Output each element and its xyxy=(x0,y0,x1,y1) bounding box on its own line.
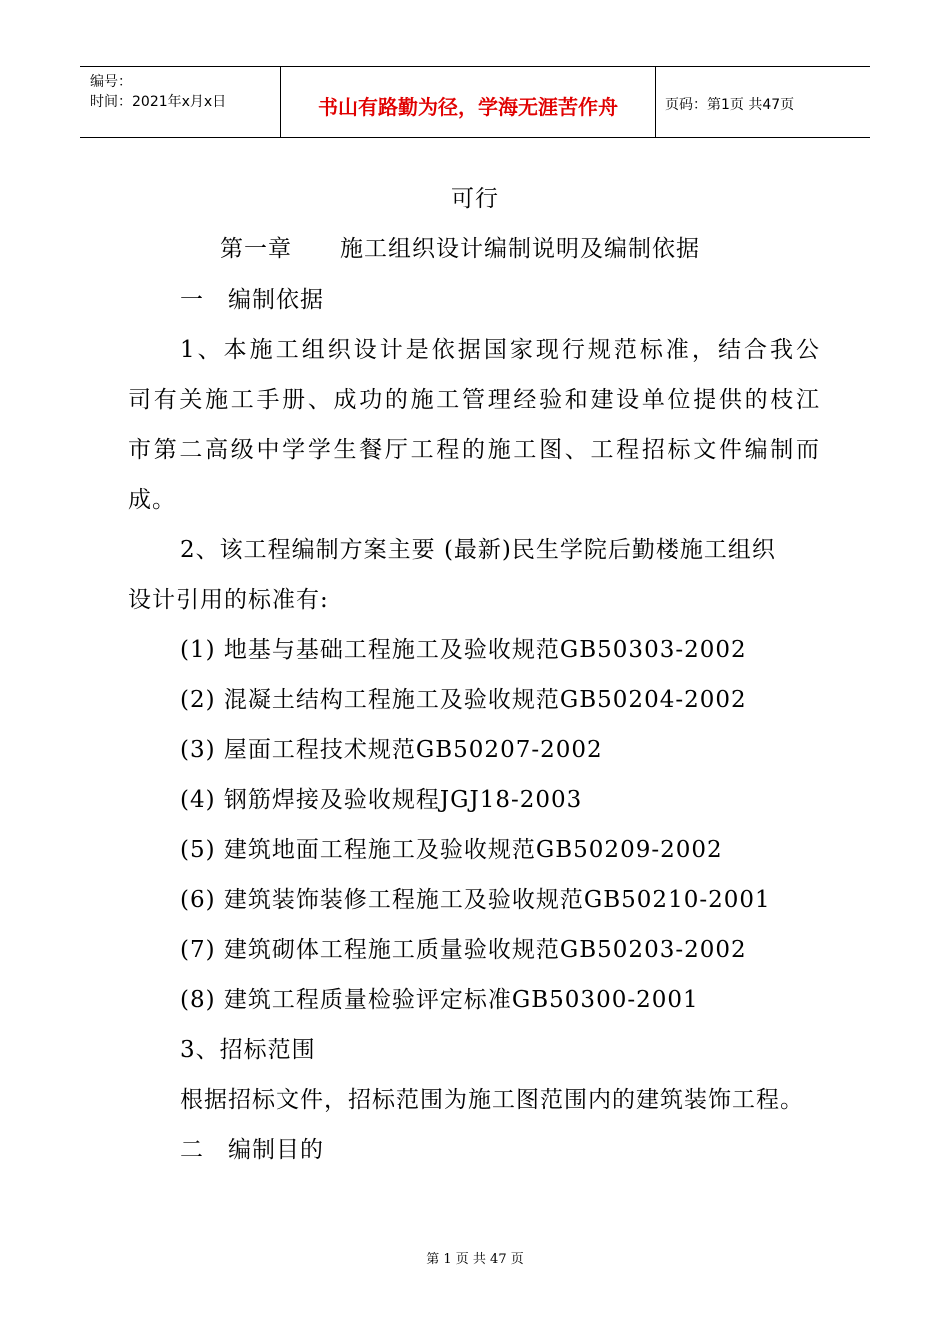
scope-paragraph: 根据招标文件，招标范围为施工图范围内的建筑装饰工程。 xyxy=(180,1087,804,1113)
header-meta-cell xyxy=(80,67,280,137)
standard-item: (1) 地基与基础工程施工及验收规范GB50303-2002 xyxy=(180,637,747,663)
standard-item: (6) 建筑装饰装修工程施工及验收规范GB50210-2001 xyxy=(180,887,771,913)
standard-item: (5) 建筑地面工程施工及验收规范GB50209-2002 xyxy=(180,837,723,863)
standard-item: (2) 混凝土结构工程施工及验收规范GB50204-2002 xyxy=(180,687,747,713)
page-footer: 第 1 页 共 47 页 xyxy=(426,1252,524,1267)
standard-item: (3) 屋面工程技术规范GB50207-2002 xyxy=(180,737,603,763)
standard-item: (4) 钢筋焊接及验收规程JGJ18-2003 xyxy=(180,787,583,813)
date-line: 时间：2021年x月x日 xyxy=(90,94,227,110)
doc-title: 可行 xyxy=(451,186,499,212)
paragraph-1-line: 司有关施工手册、成功的施工管理经验和建设单位提供的枝江 xyxy=(128,387,820,413)
section-heading-2: 二 编制目的 xyxy=(180,1137,324,1163)
chapter-heading: 第一章 施工组织设计编制说明及编制依据 xyxy=(220,236,700,262)
paragraph-2-line: 设计引用的标准有: xyxy=(128,587,329,613)
page-info: 页码：第1页 共47页 xyxy=(665,97,795,113)
document-header xyxy=(80,66,870,138)
paragraph-1-line: 1、本施工组织设计是依据国家现行规范标准，结合我公 xyxy=(180,337,820,363)
paragraph-1-line: 成。 xyxy=(128,487,176,513)
standard-item: (8) 建筑工程质量检验评定标准GB50300-2001 xyxy=(180,987,699,1013)
number-label: 编号： xyxy=(90,74,132,90)
paragraph-1-line: 市第二高级中学学生餐厅工程的施工图、工程招标文件编制而 xyxy=(128,437,820,463)
standard-item: (7) 建筑砌体工程施工质量验收规范GB50203-2002 xyxy=(180,937,747,963)
section-heading-1: 一 编制依据 xyxy=(180,287,324,313)
item-3-heading: 3、招标范围 xyxy=(180,1037,316,1063)
header-motto-cell xyxy=(280,67,656,137)
header-page-cell xyxy=(655,67,870,137)
paragraph-2-line: 2、该工程编制方案主要 (最新)民生学院后勤楼施工组织 xyxy=(180,537,776,563)
motto: 书山有路勤为径，学海无涯苦作舟 xyxy=(318,95,618,119)
